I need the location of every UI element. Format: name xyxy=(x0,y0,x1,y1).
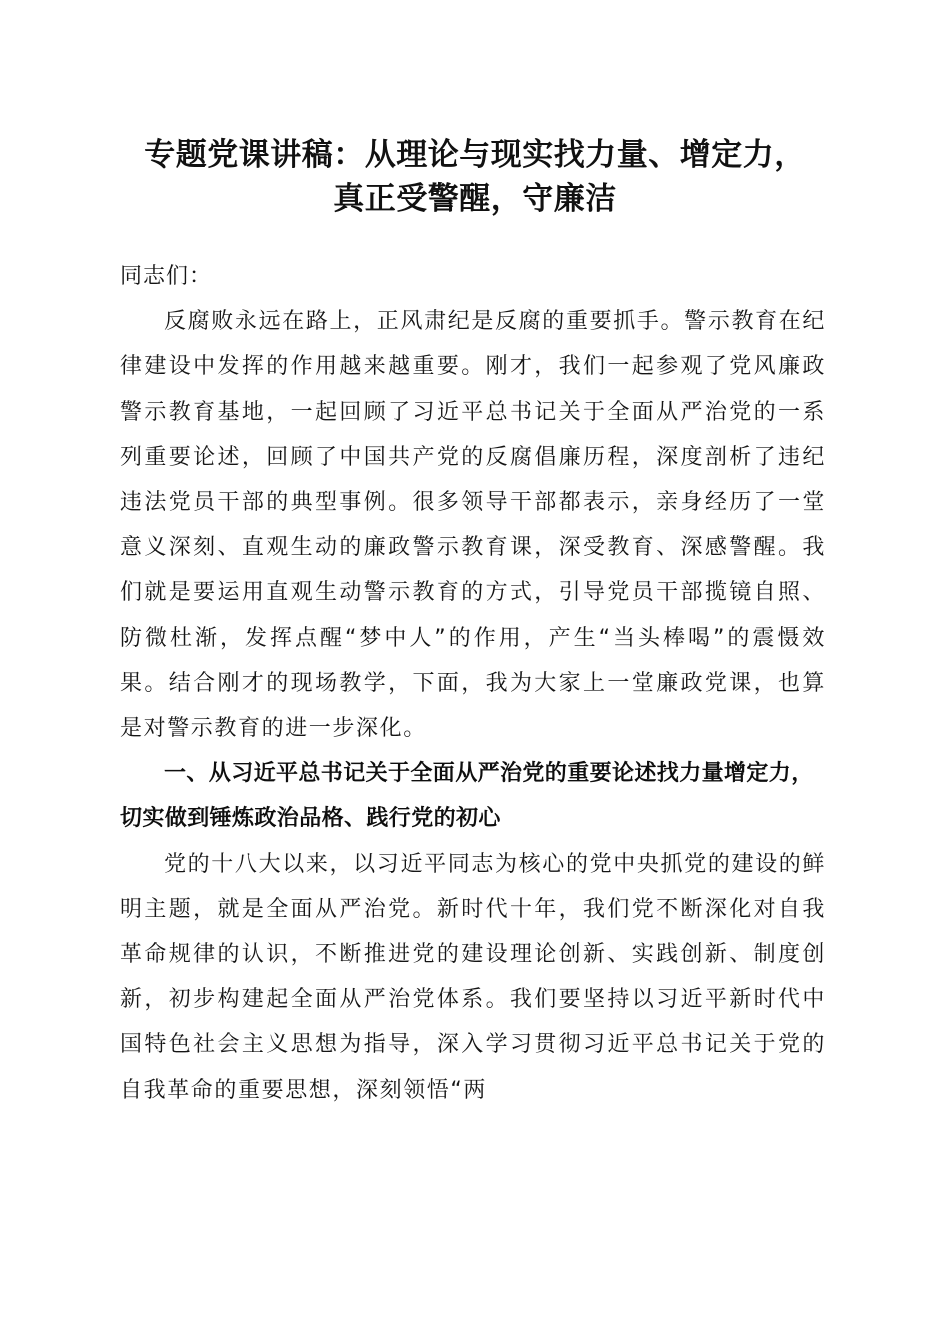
intro-paragraph: 反腐败永远在路上，正风肃纪是反腐的重要抓手。警示教育在纪律建设中发挥的作用越来越重要。刚才，我们一起参观了党风廉政警示教育基地，一起回顾了习近平总书记关于全面从严治党的一系列重要论述，回顾了中国共产党的反腐倡廉历程，深度剖析了违纪违法党员干部的典型事例。很多领导干部都表示，亲身经历了一堂意义深刻、直观生动的廉政警示教育课，深受教育、深感警醒。我们就是要运用直观生动警示教育的方式，引导党员干部揽镜自照、防微杜渐，发挥点醒“梦中人”的作用，产生“当头棒喝”的震慑效果。结合刚才的现场教学，下面，我为大家上一堂廉政党课，也算是对警示教育的进一步深化。 xyxy=(120,309,826,742)
document-body xyxy=(120,254,826,1113)
title-line-1: 专题党课讲稿：从理论与现实找力量、增定力， xyxy=(144,137,806,173)
document-title xyxy=(100,133,850,221)
salutation: 同志们： xyxy=(120,264,213,289)
section-1-paragraph: 党的十八大以来，以习近平同志为核心的党中央抓党的建设的鲜明主题，就是全面从严治党。新时代十年，我们党不断深化对自我革命规律的认识，不断推进党的建设理论创新、实践创新、制度创新，初步构建起全面从严治党体系。我们要坚持以习近平新时代中国特色社会主义思想为指导，深入学习贯彻习近平总书记关于党的自我革命的重要思想，深刻领悟“两 xyxy=(120,851,826,1103)
title-line-2: 真正受警醒，守廉洁 xyxy=(333,181,617,217)
section-heading-1: 一、从习近平总书记关于全面从严治党的重要论述找力量增定力，切实做到锤炼政治品格、践行党的初心 xyxy=(120,761,814,832)
